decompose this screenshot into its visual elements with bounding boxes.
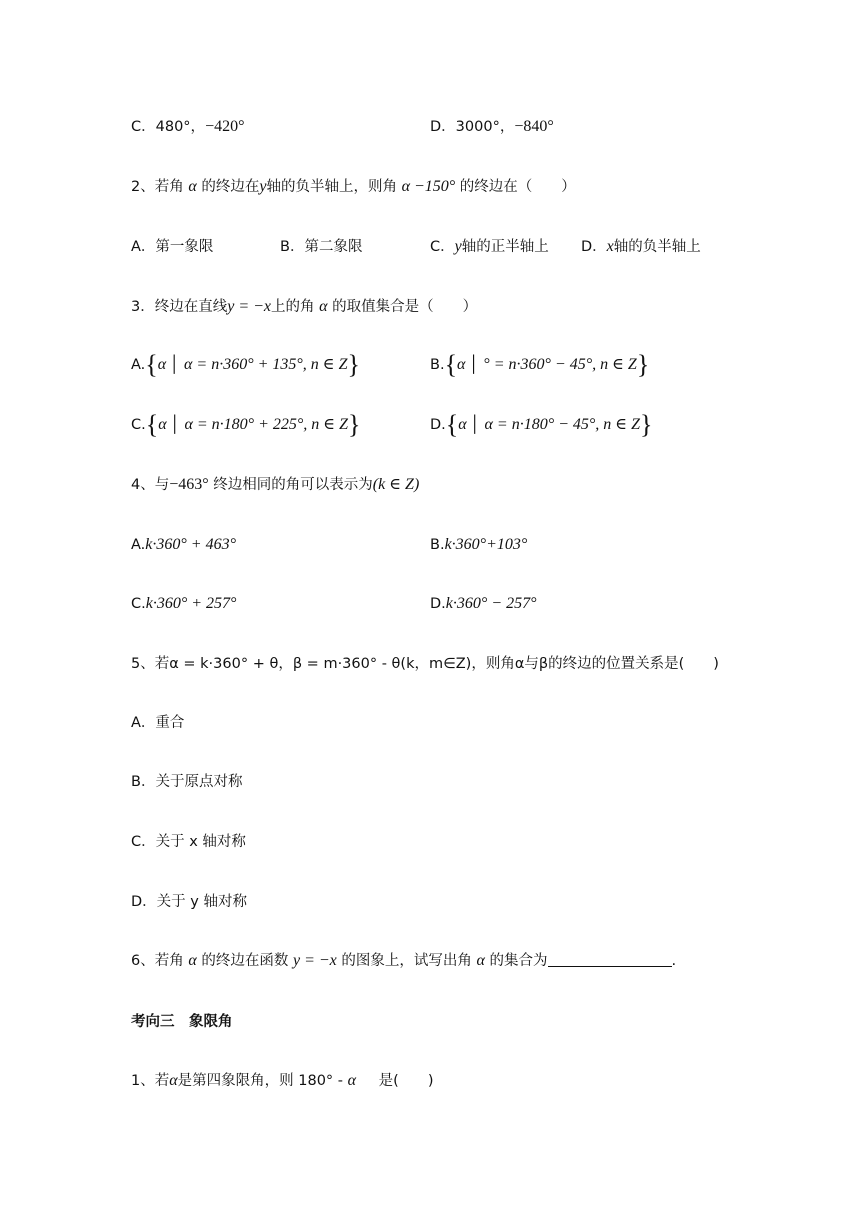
question-6-stem: 6、若角 α 的终边在函数 y = −x 的图象上，试写出角 α 的集合为 . <box>131 952 677 969</box>
option-d: D．3000°，−840° <box>430 118 554 135</box>
question-4-option-d: D.k·360° − 257° <box>430 595 537 612</box>
option-c-math: −420° <box>205 118 245 135</box>
question-2-option-c: C．y轴的正半轴上 <box>430 238 549 255</box>
question-2-option-d: D．x轴的负半轴上 <box>581 238 701 255</box>
question-4-option-a: A.k·360° + 463° <box>131 536 236 553</box>
question-2-option-b: B．第二象限 <box>280 239 363 255</box>
question-2-option-a: A．第一象限 <box>131 239 214 255</box>
question-3-option-d: D.{α │ α = n·180° − 45°, n ∈ Z} <box>430 410 653 439</box>
question-4-stem: 4、与−463° 终边相同的角可以表示为(k ∈ Z) <box>131 476 420 493</box>
question-5-option-b: B．关于原点对称 <box>131 774 243 790</box>
section-heading: 考向三 象限角 <box>131 1014 233 1030</box>
section-3-question-1: 1、若α是第四象限角，则 180° - α 是( ) <box>131 1072 434 1089</box>
question-5-option-a: A．重合 <box>131 715 185 731</box>
question-5-option-c: C．关于 x 轴对称 <box>131 834 246 850</box>
question-5-option-d: D．关于 y 轴对称 <box>131 894 247 910</box>
question-5-stem: 5、若α = k·360° + θ，β = m·360° - θ(k，m∈Z)，则角α与β的终边的位置关系是( ) <box>131 656 719 672</box>
answer-blank[interactable] <box>548 952 672 967</box>
question-3-option-b: B.{α │ ° = n·360° − 45°, n ∈ Z} <box>430 350 650 379</box>
option-c: C．480°，−420° <box>131 118 245 135</box>
question-3-stem: 3．终边在直线y = −x上的角 α 的取值集合是（ ） <box>131 298 478 315</box>
option-d-math: −840° <box>514 118 554 135</box>
question-4-option-c: C.k·360° + 257° <box>131 595 237 612</box>
question-4-option-b: B.k·360°+103° <box>430 536 528 553</box>
question-2-stem: 2、若角 α 的终边在y轴的负半轴上，则角 α −150° 的终边在（ ） <box>131 178 576 195</box>
question-3-option-c: C.{α │ α = n·180° + 225°, n ∈ Z} <box>131 410 361 439</box>
question-3-option-a: A.{α │ α = n·360° + 135°, n ∈ Z} <box>131 350 361 379</box>
